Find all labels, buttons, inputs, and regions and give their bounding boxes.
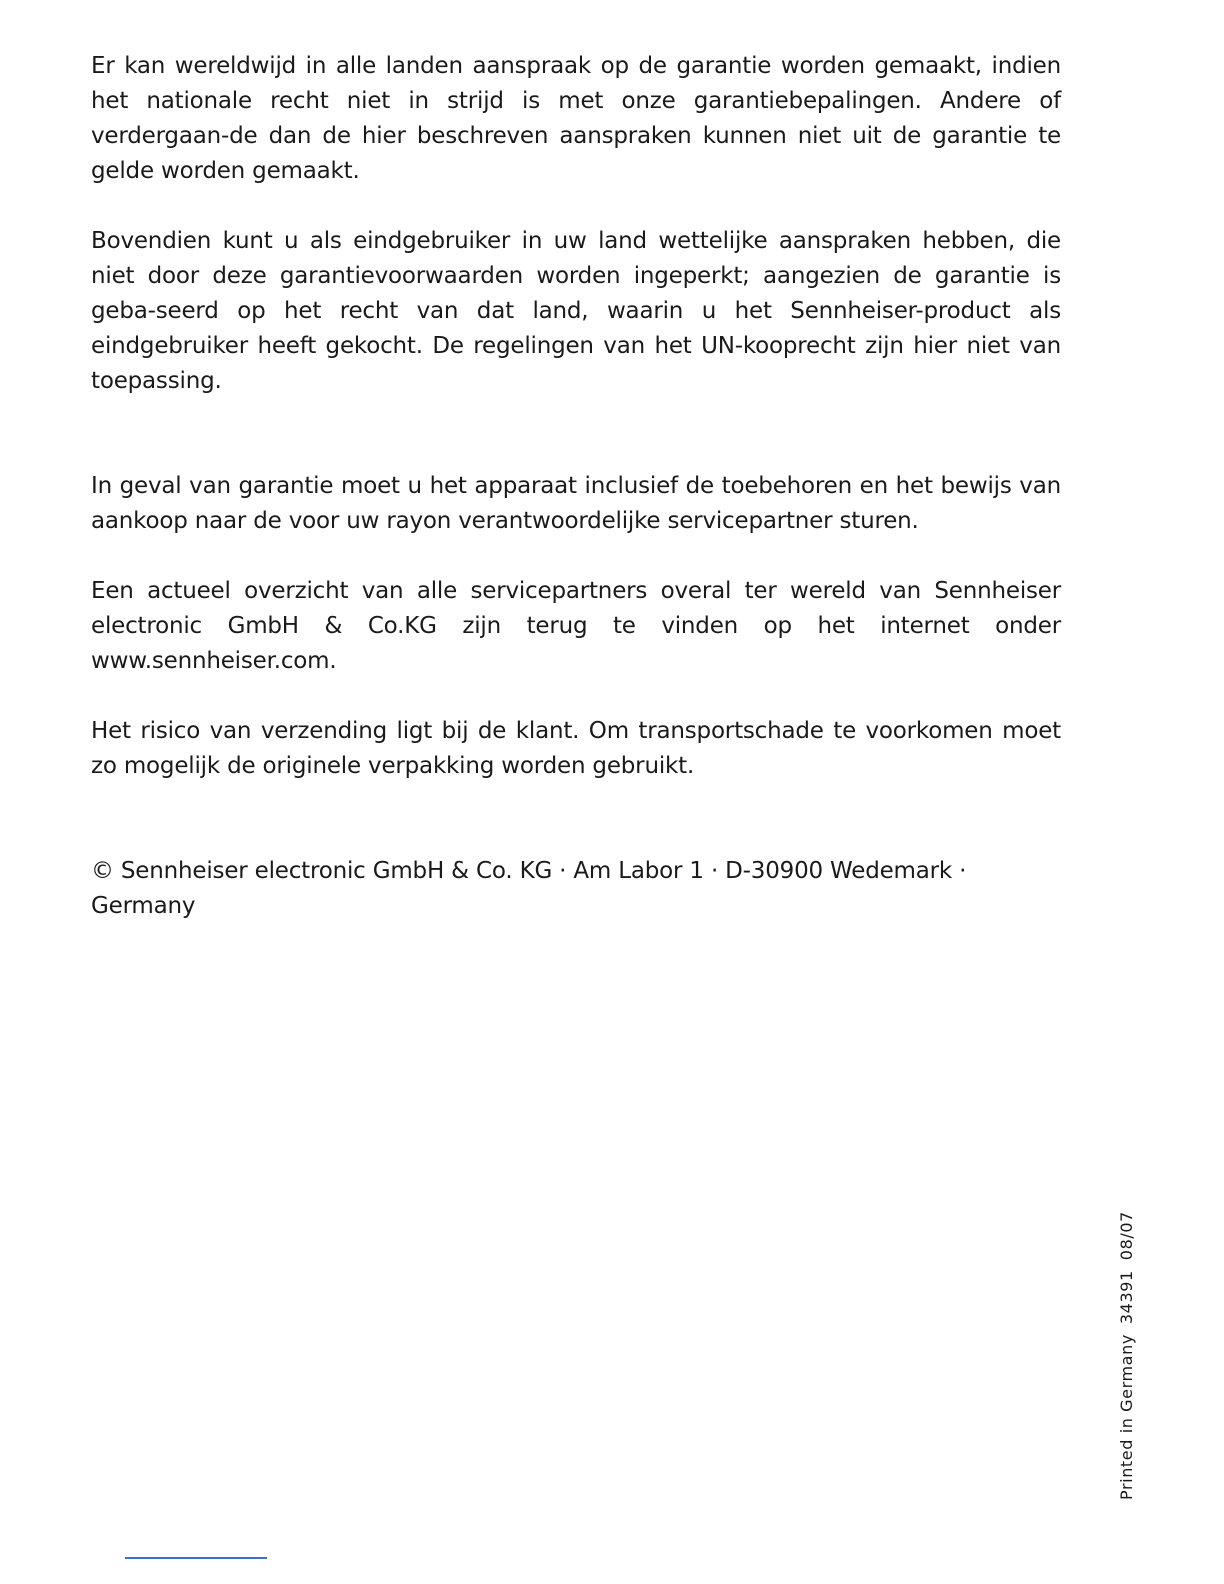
paragraph-worldwide-warranty: Er kan wereldwijd in alle landen aanspraak op de garantie worden gemaakt, indien het nationale recht niet in strijd is met onze garantiebepalingen. Andere of verdergaan-de dan de hier beschreven aanspraken kunnen niet uit de garantie te gelde worden gemaakt. [91, 53, 1061, 184]
date-code: 08/07 [1117, 1211, 1136, 1261]
imprint-vertical [1117, 1211, 1137, 1500]
document-number: 34391 [1117, 1270, 1136, 1325]
copyright-line: © Sennheiser electronic GmbH & Co. KG · Am Labor 1 · D-30900 Wedemark · Germany [91, 858, 967, 919]
document-body [91, 49, 1061, 924]
printed-in-label: Printed in Germany [1117, 1334, 1136, 1500]
paragraph-warranty-claim: In geval van garantie moet u het apparaat inclusief de toebehoren en het bewijs van aankoop naar de voor uw rayon verantwoordelijke servicepartner sturen. [91, 473, 1061, 534]
paragraph-statutory-rights: Bovendien kunt u als eindgebruiker in uw land wettelijke aanspraken hebben, die niet door deze garantievoorwaarden worden ingeperkt; aangezien de garantie is geba-seerd op het recht van dat land, waarin u het Sennheiser-product als eindgebruiker heeft gekocht. De regelingen van het UN-kooprecht zijn hier niet van toepassing. [91, 228, 1061, 394]
paragraph-shipping-risk: Het risico van verzending ligt bij de klant. Om transportschade te voorkomen moet zo mogelijk de originele verpakking worden gebruikt. [91, 718, 1061, 779]
footer-divider [125, 1557, 267, 1559]
paragraph-service-partners: Een actueel overzicht van alle servicepartners overal ter wereld van Sennheiser electronic GmbH & Co.KG zijn terug te vinden op het internet onder www.sennheiser.com. [91, 578, 1061, 674]
